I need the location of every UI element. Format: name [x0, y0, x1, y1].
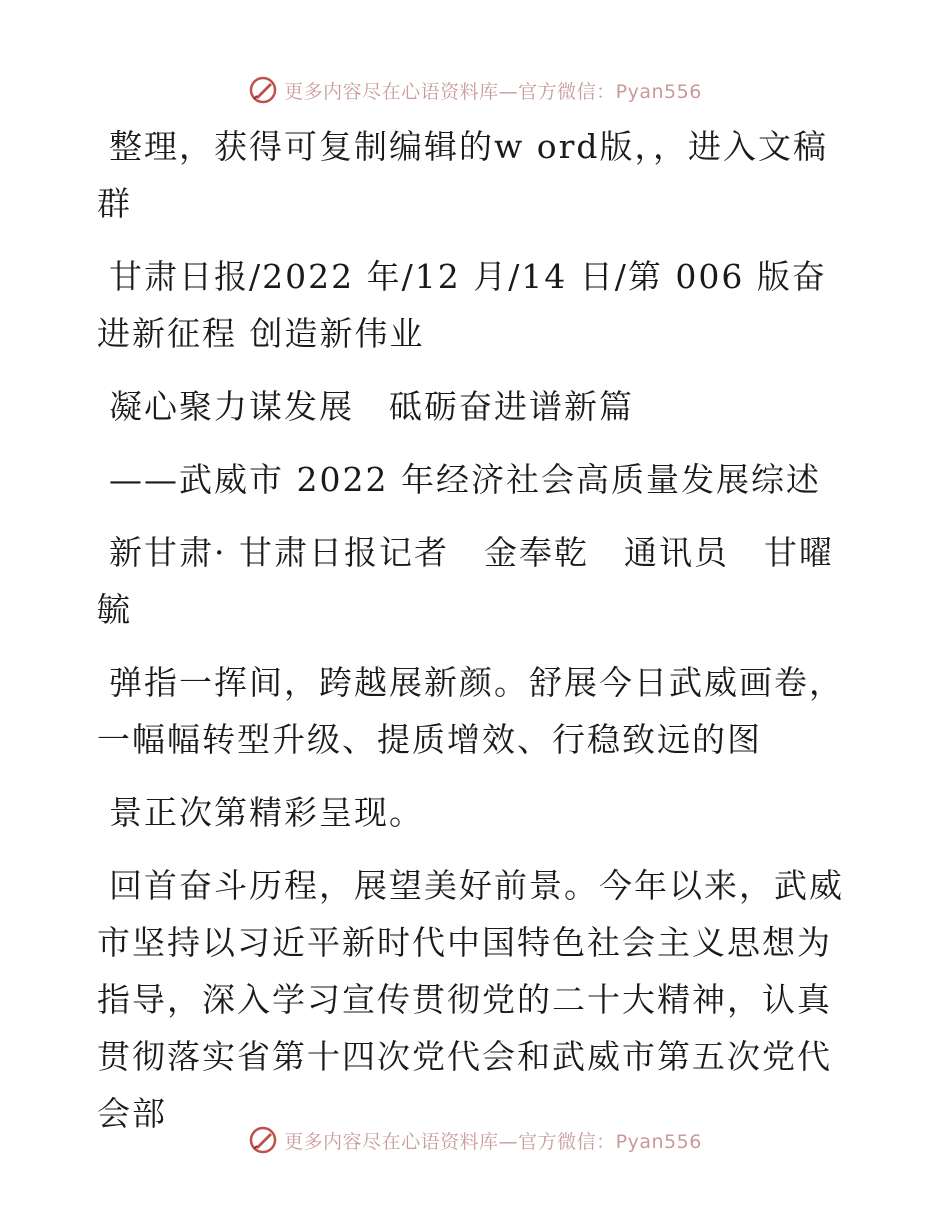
- paragraph: ——武威市 2022 年经济社会高质量发展综述: [109, 460, 821, 499]
- header-watermark: [0, 70, 950, 110]
- watermark-text: 更多内容尽在心语资料库—官方微信：Pyan556: [284, 80, 702, 103]
- document-body: [97, 118, 857, 1158]
- paragraph: 新甘肃· 甘肃日报记者 金奉乾 通讯员 甘曜毓: [97, 533, 834, 629]
- quill-pen-icon: [248, 75, 278, 105]
- paragraph: 甘肃日报/2022 年/12 月/14 日/第 006 版奋进新征程 创造新伟业: [97, 257, 827, 353]
- paragraph: 回首奋斗历程，展望美好前景。今年以来，武威市坚持以习近平新时代中国特色社会主义思想为指导，深入学习宣传贯彻党的二十大精神，认真贯彻落实省第十四次党代会和武威市第五次党代会部: [97, 866, 844, 1133]
- watermark-text: 更多内容尽在心语资料库—官方微信：Pyan556: [284, 1130, 702, 1153]
- paragraph: 弹指一挥间，跨越展新颜。舒展今日武威画卷，一幅幅转型升级、提质增效、行稳致远的图: [97, 663, 844, 759]
- paragraph: 凝心聚力谋发展 砥砺奋进谱新篇: [109, 387, 634, 426]
- paragraph: 景正次第精彩呈现。: [109, 793, 424, 832]
- footer-watermark: [0, 1120, 950, 1160]
- paragraph: 整理，获得可复制编辑的w ord版，，进入文稿群: [97, 127, 829, 223]
- quill-pen-icon: [248, 1125, 278, 1155]
